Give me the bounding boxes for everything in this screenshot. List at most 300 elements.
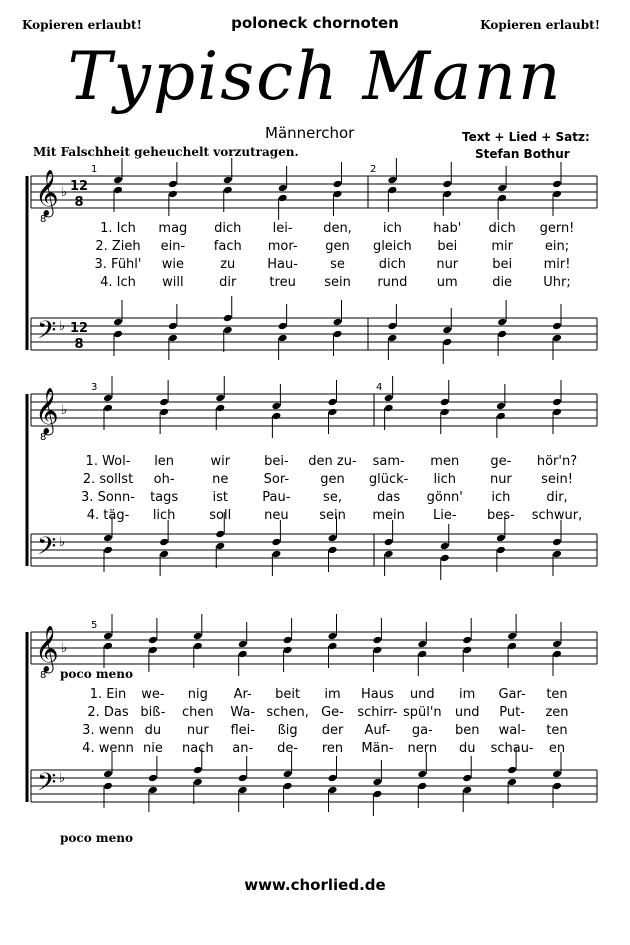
lyric-syllable: Wa-	[230, 705, 256, 720]
notehead	[223, 326, 233, 335]
lyric-syllable: du	[144, 723, 162, 738]
lower-voice-note	[496, 546, 506, 572]
upper-voice-note	[159, 380, 169, 406]
lower-voice-note	[159, 550, 169, 576]
upper-voice-note	[215, 376, 225, 402]
lower-voice-note	[497, 194, 507, 220]
notehead	[552, 550, 562, 559]
notehead	[440, 554, 450, 563]
lyric-syllable: dich	[488, 221, 516, 236]
treble-clef: 𝄞	[35, 626, 59, 672]
measure-number: 4	[376, 382, 383, 393]
lower-voice-note	[271, 412, 281, 438]
notehead	[387, 186, 397, 195]
lyric-syllable: und	[454, 705, 480, 720]
lower-voice-note	[238, 786, 248, 812]
lower-voice-note	[552, 408, 562, 434]
notehead	[193, 632, 203, 641]
notehead	[384, 394, 394, 403]
lower-voice-note	[440, 554, 450, 580]
notehead	[103, 404, 113, 413]
notehead	[283, 770, 293, 779]
lower-voice-note	[113, 330, 123, 356]
lyric-syllable: und	[409, 687, 435, 702]
lyric-syllable: spül'n	[402, 705, 442, 720]
dynamic-marking-lower: poco meno	[60, 831, 133, 845]
lyric-syllable: nur	[186, 723, 209, 738]
upper-voice-note	[462, 618, 472, 644]
lyric-syllable: lich	[152, 508, 176, 523]
notehead	[168, 180, 178, 189]
notehead	[238, 650, 248, 659]
lyric-syllable: nern	[407, 741, 438, 756]
lyric-syllable: ren	[321, 741, 344, 756]
upper-voice-note	[462, 756, 472, 782]
lyric-syllable: sein	[319, 508, 346, 523]
lyric-syllable: ein-	[160, 239, 186, 254]
lyric-syllable: dich	[378, 257, 407, 272]
lyric-syllable: lei-	[272, 221, 293, 236]
flat-sign: ♭	[61, 641, 68, 656]
lyric-syllable: oh-	[153, 472, 175, 487]
bass-staff	[31, 770, 597, 802]
notehead	[103, 534, 113, 543]
notehead	[215, 394, 225, 403]
lower-voice-note	[507, 778, 517, 804]
lower-voice-note	[168, 190, 178, 216]
lyric-syllable: flei-	[230, 723, 255, 738]
notehead	[552, 180, 562, 189]
notehead	[103, 546, 113, 555]
notehead	[328, 642, 338, 651]
lower-voice-note	[372, 790, 382, 816]
notehead	[442, 180, 452, 189]
octave-marker: 8	[40, 214, 47, 225]
notehead	[496, 534, 506, 543]
notehead	[328, 534, 338, 543]
notehead	[168, 334, 178, 343]
upper-voice-note	[328, 614, 338, 640]
lower-voice-note	[328, 546, 338, 572]
notehead	[552, 770, 562, 779]
upper-voice-note	[148, 618, 158, 644]
lyric-syllable: en	[548, 741, 566, 756]
lyric-syllable: gern!	[539, 221, 575, 236]
upper-voice-note	[552, 622, 562, 648]
lyric-syllable: glück-	[368, 472, 409, 487]
lyric-syllable: Män-	[361, 741, 394, 756]
lyric-syllable: bei	[437, 239, 458, 254]
notehead	[440, 398, 450, 407]
lower-voice-note	[442, 338, 452, 364]
notehead	[372, 646, 382, 655]
notehead	[103, 770, 113, 779]
notehead	[215, 530, 225, 539]
notehead	[193, 766, 203, 775]
flat-sign: ♭	[59, 771, 66, 786]
lyric-syllable: ich	[491, 490, 511, 505]
lyric-syllable: len	[154, 454, 175, 469]
notehead	[552, 398, 562, 407]
flat-sign: ♭	[61, 403, 68, 418]
song-title: Typisch Mann	[67, 38, 563, 115]
lower-voice-note	[283, 646, 293, 672]
notehead	[507, 632, 517, 641]
notehead	[148, 774, 158, 783]
lyric-syllable: biß-	[140, 705, 166, 720]
notehead	[552, 408, 562, 417]
lyric-syllable: Hau-	[267, 257, 298, 272]
notehead	[552, 334, 562, 343]
measure-number: 5	[91, 620, 98, 631]
lyric-syllable: Haus	[361, 687, 394, 702]
lyric-syllable: ein;	[544, 239, 570, 254]
notehead	[462, 646, 472, 655]
copy-allowed-left: Kopieren erlaubt!	[22, 18, 142, 32]
lyric-syllable: 4. wenn	[82, 741, 134, 756]
lyric-syllable: ßig	[277, 723, 298, 738]
lyric-syllable: schen,	[266, 705, 309, 720]
lyric-syllable: wie	[161, 257, 184, 272]
lyric-syllable: gönn'	[426, 490, 463, 505]
lyric-syllable: rund	[377, 275, 408, 290]
notehead	[223, 186, 233, 195]
notehead	[223, 176, 233, 185]
lyric-syllable: im	[459, 687, 476, 702]
notehead	[148, 636, 158, 645]
notehead	[417, 640, 427, 649]
lower-voice-note	[333, 330, 343, 356]
notehead	[148, 646, 158, 655]
lyric-syllable: ne	[212, 472, 229, 487]
upper-voice-note	[552, 380, 562, 406]
upper-voice-note	[440, 380, 450, 406]
lower-voice-note	[278, 194, 288, 220]
publisher-header: poloneck chornoten	[231, 14, 399, 32]
lyric-syllable: fach	[213, 239, 242, 254]
lyric-syllable: 3. Sonn-	[81, 490, 135, 505]
voicing-label: Männerchor	[265, 124, 355, 142]
notehead	[497, 330, 507, 339]
upper-voice-note	[103, 614, 113, 640]
notehead	[440, 542, 450, 551]
notehead	[283, 636, 293, 645]
notehead	[552, 650, 562, 659]
upper-voice-note	[168, 162, 178, 188]
lower-voice-note	[552, 334, 562, 360]
notehead	[440, 408, 450, 417]
lyric-syllable: Sor-	[263, 472, 290, 487]
notehead	[442, 326, 452, 335]
lyric-syllable: Uhr;	[543, 275, 571, 290]
upper-voice-note	[497, 166, 507, 192]
lyric-syllable: gen	[325, 239, 350, 254]
lower-voice-note	[552, 782, 562, 808]
notehead	[384, 538, 394, 547]
lyric-syllable: men	[430, 454, 460, 469]
lyric-syllable: gen	[320, 472, 345, 487]
lower-voice-note	[442, 190, 452, 216]
notehead	[417, 782, 427, 791]
notehead	[497, 184, 507, 193]
upper-voice-note	[148, 756, 158, 782]
lyric-syllable: den,	[323, 221, 352, 236]
bass-staff	[31, 534, 597, 566]
lyric-syllable: wal-	[498, 723, 526, 738]
lyric-syllable: dich	[214, 221, 242, 236]
notehead	[372, 790, 382, 799]
lyric-syllable: ga-	[411, 723, 433, 738]
lower-voice-note	[372, 646, 382, 672]
lyric-syllable: ben	[454, 723, 480, 738]
notehead	[278, 334, 288, 343]
lyric-syllable: sam-	[372, 454, 405, 469]
notehead	[148, 786, 158, 795]
notehead	[159, 408, 169, 417]
notehead	[168, 322, 178, 331]
lyric-syllable: 4. Ich	[100, 275, 136, 290]
lyric-syllable: se	[330, 257, 345, 272]
bass-clef: 𝄢	[37, 316, 57, 351]
lyric-syllable: der	[321, 723, 344, 738]
upper-voice-note	[113, 300, 123, 326]
notehead	[278, 322, 288, 331]
lyric-syllable: Ge-	[321, 705, 344, 720]
flat-sign: ♭	[59, 535, 66, 550]
credit-label: Text + Lied + Satz:	[462, 130, 590, 144]
notehead	[113, 330, 123, 339]
upper-voice-note	[507, 614, 517, 640]
lyric-syllable: mag	[158, 221, 188, 236]
lyric-syllable: dir	[219, 275, 237, 290]
notehead	[238, 774, 248, 783]
lyric-syllable: zen	[545, 705, 569, 720]
lower-voice-note	[462, 646, 472, 672]
notehead	[384, 404, 394, 413]
notehead	[103, 782, 113, 791]
lyric-syllable: neu	[264, 508, 289, 523]
lyric-syllable: we-	[141, 687, 165, 702]
notehead	[387, 334, 397, 343]
lyric-syllable: ten	[546, 687, 568, 702]
credit-author: Stefan Bothur	[475, 147, 570, 161]
notehead	[113, 176, 123, 185]
notehead	[238, 640, 248, 649]
notehead	[333, 318, 343, 327]
notehead	[442, 338, 452, 347]
lower-voice-note	[384, 550, 394, 576]
notehead	[552, 640, 562, 649]
notehead	[333, 330, 343, 339]
lower-voice-note	[462, 786, 472, 812]
notehead	[103, 642, 113, 651]
lyric-syllable: den zu-	[308, 454, 357, 469]
notehead	[168, 190, 178, 199]
upper-voice-note	[387, 158, 397, 184]
lower-voice-note	[440, 408, 450, 434]
lyric-syllable: Lie-	[432, 508, 457, 523]
notehead	[283, 782, 293, 791]
tempo-marking: Mit Falschheit geheuchelt vorzutragen.	[33, 145, 299, 159]
upper-voice-note	[278, 166, 288, 192]
notehead	[462, 636, 472, 645]
lyric-syllable: mein	[372, 508, 405, 523]
lyric-syllable: Put-	[499, 705, 525, 720]
lyric-syllable: bei	[492, 257, 513, 272]
lower-voice-note	[496, 412, 506, 438]
measure-number: 3	[91, 382, 98, 393]
upper-voice-note	[442, 162, 452, 188]
lyric-syllable: ist	[212, 490, 228, 505]
lyric-syllable: Ar-	[233, 687, 252, 702]
notehead	[552, 190, 562, 199]
lyric-syllable: ich	[382, 221, 402, 236]
lyric-syllable: an-	[232, 741, 254, 756]
notehead	[103, 632, 113, 641]
lyric-syllable: sein	[324, 275, 351, 290]
lyric-syllable: die	[492, 275, 513, 290]
upper-voice-note	[552, 162, 562, 188]
lyric-syllable: 2. Das	[87, 705, 129, 720]
lower-voice-note	[148, 646, 158, 672]
notehead	[496, 412, 506, 421]
lyric-syllable: schwur,	[531, 508, 583, 523]
lower-voice-note	[552, 190, 562, 216]
notehead	[496, 402, 506, 411]
upper-voice-note	[552, 304, 562, 330]
upper-voice-note	[372, 618, 382, 644]
lyric-syllable: 3. Fühl'	[94, 257, 142, 272]
lower-voice-note	[328, 408, 338, 434]
lower-voice-note	[159, 408, 169, 434]
lower-voice-note	[168, 334, 178, 360]
lyric-syllable: 1. Ein	[89, 687, 127, 702]
notehead	[159, 550, 169, 559]
lyric-syllable: schirr-	[357, 705, 398, 720]
notehead	[223, 314, 233, 323]
lyric-syllable: 4. täg-	[86, 508, 130, 523]
notehead	[507, 642, 517, 651]
lower-voice-note	[271, 550, 281, 576]
upper-voice-note	[496, 384, 506, 410]
notehead	[552, 322, 562, 331]
upper-voice-note	[440, 524, 450, 550]
lower-voice-note	[103, 782, 113, 808]
notehead	[462, 786, 472, 795]
notehead	[113, 318, 123, 327]
flat-sign: ♭	[61, 185, 68, 200]
lyric-syllable: mir!	[543, 257, 571, 272]
notehead	[103, 394, 113, 403]
lyric-syllable: will	[162, 275, 184, 290]
notehead	[372, 636, 382, 645]
octave-marker: 8	[40, 670, 47, 681]
notehead	[384, 550, 394, 559]
lower-voice-note	[417, 782, 427, 808]
lyric-syllable: sein!	[541, 472, 573, 487]
lower-voice-note	[278, 334, 288, 360]
notehead	[215, 542, 225, 551]
notehead	[507, 778, 517, 787]
notehead	[283, 646, 293, 655]
lower-voice-note	[215, 542, 225, 568]
upper-voice-note	[223, 158, 233, 184]
notehead	[278, 194, 288, 203]
upper-voice-note	[103, 376, 113, 402]
notehead	[271, 538, 281, 547]
notehead	[159, 398, 169, 407]
lyric-syllable: nur	[436, 257, 459, 272]
lyric-syllable: dir,	[546, 490, 568, 505]
lower-voice-note	[283, 782, 293, 808]
upper-voice-note	[372, 760, 382, 786]
lyric-syllable: soll	[209, 508, 232, 523]
lyric-syllable: bei-	[264, 454, 289, 469]
lyric-syllable: 1. Ich	[100, 221, 136, 236]
lyric-syllable: mir	[491, 239, 513, 254]
upper-voice-note	[238, 756, 248, 782]
notehead	[387, 322, 397, 331]
lower-voice-note	[223, 326, 233, 352]
bass-clef: 𝄢	[37, 532, 57, 567]
lyric-syllable: wir	[210, 454, 231, 469]
notehead	[387, 176, 397, 185]
notehead	[462, 774, 472, 783]
notehead	[417, 650, 427, 659]
lyric-syllable: Gar-	[498, 687, 526, 702]
notehead	[552, 538, 562, 547]
lyric-syllable: lich	[433, 472, 457, 487]
notehead	[271, 550, 281, 559]
octave-marker: 8	[40, 432, 47, 443]
lyric-syllable: 1. Wol-	[85, 454, 131, 469]
lyric-syllable: nie	[142, 741, 163, 756]
upper-voice-note	[333, 162, 343, 188]
notehead	[271, 402, 281, 411]
upper-voice-note	[159, 520, 169, 546]
lyric-syllable: treu	[269, 275, 296, 290]
upper-voice-note	[328, 756, 338, 782]
lyric-syllable: um	[436, 275, 458, 290]
upper-voice-note	[384, 376, 394, 402]
lyric-syllable: nig	[187, 687, 208, 702]
upper-voice-note	[442, 308, 452, 334]
notehead	[372, 778, 382, 787]
notehead	[215, 404, 225, 413]
measure-number: 1	[91, 164, 98, 175]
lyric-syllable: im	[324, 687, 341, 702]
treble-clef: 𝄞	[35, 170, 59, 216]
upper-voice-note	[113, 158, 123, 184]
notehead	[193, 642, 203, 651]
time-signature-top: 12	[69, 179, 89, 194]
flat-sign: ♭	[59, 319, 66, 334]
notehead	[507, 766, 517, 775]
lower-voice-note	[103, 546, 113, 572]
lyric-syllable: 3. wenn	[82, 723, 134, 738]
measure-number: 2	[370, 164, 377, 175]
lyric-syllable: se,	[323, 490, 342, 505]
upper-voice-note	[238, 622, 248, 648]
lower-voice-note	[552, 650, 562, 676]
notehead	[333, 190, 343, 199]
notehead	[328, 632, 338, 641]
time-signature-top: 12	[69, 321, 89, 336]
upper-voice-note	[333, 300, 343, 326]
notehead	[496, 546, 506, 555]
lyric-syllable: ge-	[490, 454, 512, 469]
bass-clef: 𝄢	[37, 768, 57, 803]
